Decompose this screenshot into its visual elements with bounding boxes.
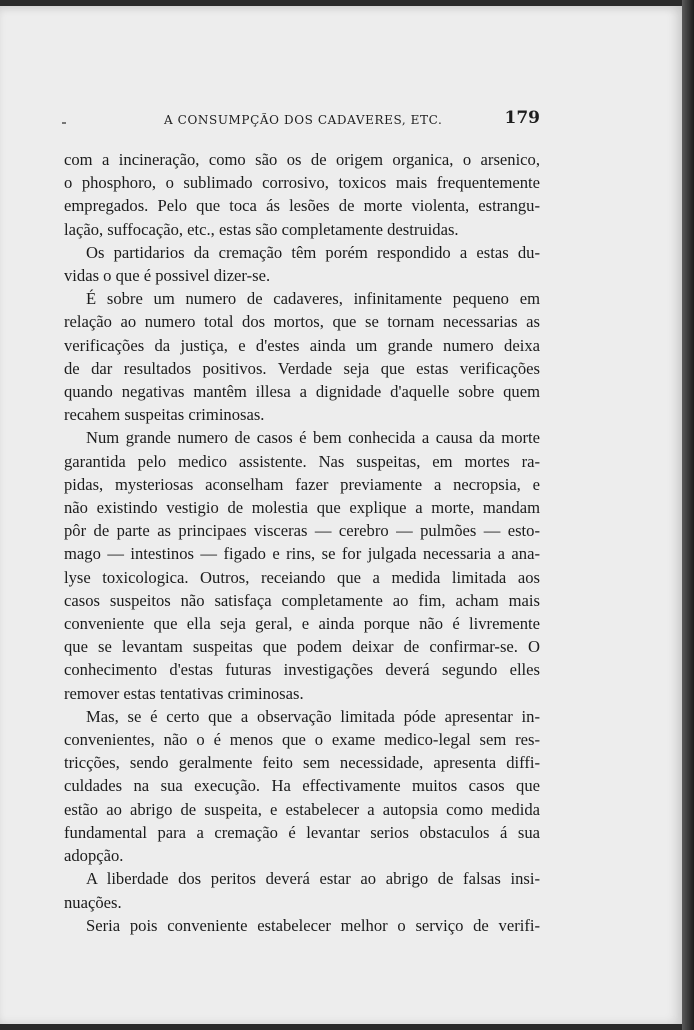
text-line: lação, suffocação, etc., estas são completamente destruidas. — [64, 219, 459, 239]
book-page — [0, 6, 682, 1024]
text-line: nuações. — [64, 892, 122, 912]
text-line: lyse toxicologica. Outros, receiando que a medida limitada aos — [64, 567, 540, 587]
text-line: É sobre um numero de cadaveres, infinitamente pequeno em — [86, 289, 540, 309]
page-number: 179 — [504, 108, 540, 128]
text-line: o phosphoro, o sublimado corrosivo, toxicos mais frequentemente — [64, 173, 540, 193]
text-line: verificações da justiça, e d'estes ainda um grande numero deixa — [64, 335, 540, 355]
text-line: com a incineração, como são os de origem organica, o arsenico, — [64, 150, 540, 169]
text-line: mago — intestinos — figado e rins, se for julgada necessaria a ana- — [64, 544, 540, 564]
text-line: relação ao numero total dos mortos, que se tornam necessarias as — [64, 312, 540, 332]
text-line: pôr de parte as principaes visceras — cerebro — pulmões — esto- — [64, 521, 540, 541]
text-line: Mas, se é certo que a observação limitada póde apresentar in- — [86, 706, 540, 726]
text-line: convenientes, não o é menos que o exame medico-legal sem res- — [64, 730, 540, 750]
text-line: empregados. Pelo que toca ás lesões de morte violenta, estrangu- — [64, 196, 540, 216]
text-line: quando negativas mantêm illesa a dignidade d'aquelle sobre quem — [64, 382, 540, 402]
text-line: conhecimento d'estas futuras investigações deverá segundo elles — [64, 660, 540, 680]
text-line: fundamental para a cremação é levantar serios obstaculos á sua — [64, 822, 540, 842]
text-line: adopção. — [64, 846, 124, 866]
text-line: Seria pois conveniente estabelecer melhor o serviço de verifi- — [86, 915, 540, 935]
body-text — [64, 148, 540, 937]
text-line: tricções, sendo geralmente feito sem necessidade, apresenta diffi- — [64, 753, 540, 773]
text-line: garantida pelo medico assistente. Nas suspeitas, em mortes ra- — [64, 451, 540, 471]
text-line: Os partidarios da cremação têm porém respondido a estas du- — [86, 242, 540, 262]
text-line: A liberdade dos peritos deverá estar ao abrigo de falsas insi- — [86, 869, 540, 889]
text-line: estão ao abrigo de suspeita, e estabelecer a autopsia como medida — [64, 799, 540, 819]
text-line: Num grande numero de casos é bem conhecida a causa da morte — [86, 428, 540, 448]
text-line: vidas o que é possivel dizer-se. — [64, 266, 271, 286]
running-header — [64, 108, 540, 132]
text-line: não existindo vestigio de molestia que explique a morte, mandam — [64, 498, 540, 518]
text-line: de dar resultados positivos. Verdade seja que estas verificações — [64, 358, 540, 378]
book-edge — [682, 0, 694, 1030]
text-line: que se levantam suspeitas que podem deixar de confirmar-se. O — [64, 637, 540, 657]
running-title: A CONSUMPÇÃO DOS CADAVERES, ETC. — [164, 113, 443, 127]
text-line: casos suspeitos não satisfaça completamente ao fim, acham mais — [64, 590, 540, 610]
text-line: pidas, mysteriosas aconselham fazer previamente a necropsia, e — [64, 474, 540, 494]
text-line: conveniente que ella seja geral, e ainda porque não é livremente — [64, 614, 540, 634]
text-line: remover estas tentativas criminosas. — [64, 683, 304, 703]
text-line: culdades na sua execução. Ha effectivamente muitos casos que — [64, 776, 540, 796]
text-line: recahem suspeitas criminosas. — [64, 405, 265, 425]
